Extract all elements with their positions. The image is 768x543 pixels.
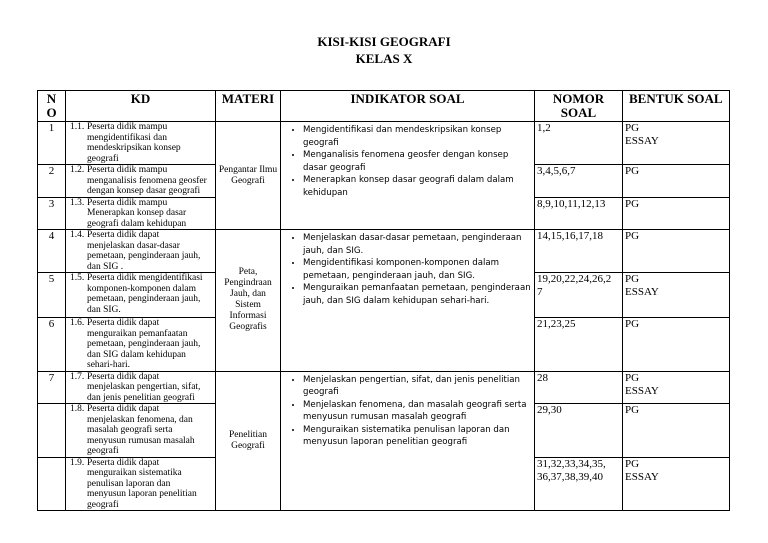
kd-text: Peserta didik dapat menjelaskan pengertian, sifat, dan jenis penelitian geografi bbox=[87, 371, 201, 403]
indikator-cell bbox=[281, 122, 535, 230]
row-number: 2 bbox=[38, 165, 66, 198]
kd-cell bbox=[66, 273, 216, 318]
indikator-item: • Menjelaskan fenomena, dan masalah geografi serta menyusun rumusan masalah geografi bbox=[303, 399, 532, 424]
indikator-list bbox=[285, 232, 532, 307]
materi-cell: Pengantar Ilmu Geografi bbox=[216, 122, 281, 230]
kd-cell bbox=[66, 197, 216, 230]
table-row bbox=[38, 230, 730, 273]
nomor-soal-cell: 1,2 bbox=[535, 122, 623, 165]
nomor-soal-cell: 28 bbox=[535, 371, 623, 404]
indikator-item: • Mengidentifikasi komponen-komponen dalam pemetaan, penginderaan jauh, dan SIG. bbox=[303, 257, 532, 282]
nomor-soal-cell: 21,23,25 bbox=[535, 318, 623, 372]
indikator-item: • Mengidentifikasi dan mendeskripsikan konsep geografi bbox=[303, 124, 532, 149]
kd-text: Peserta didik dapat menjelaskan dasar-dasar pemetaan, penginderaan jauh, dan SIG . bbox=[87, 230, 201, 272]
indikator-list bbox=[285, 124, 532, 199]
table-header-row bbox=[38, 91, 730, 122]
row-number: 7 bbox=[38, 371, 66, 404]
kd-text: Peserta didik mampu Menerapkan konsep dasar geografi dalam kehidupan bbox=[87, 197, 187, 229]
nomor-soal-cell: 3,4,5,6,7 bbox=[535, 165, 623, 198]
kd-number: 1.6. bbox=[70, 318, 85, 328]
document-title: KISI-KISI GEOGRAFI bbox=[317, 34, 451, 49]
kd-cell bbox=[66, 404, 216, 458]
kd-cell bbox=[66, 371, 216, 404]
kd-cell bbox=[66, 230, 216, 273]
bentuk-soal-cell: PG bbox=[623, 318, 730, 372]
bentuk-soal-cell: PG bbox=[623, 404, 730, 458]
indikator-cell bbox=[281, 230, 535, 372]
indikator-item: • Menguraikan sistematika penulisan laporan dan menyusun laporan penelitian geografi bbox=[303, 424, 532, 449]
nomor-soal-cell: 19,20,22,24,26,2 7 bbox=[535, 273, 623, 318]
kd-text: Peserta didik mengidentifikasi komponen-komponen dalam pemetaan, penginderaan jauh, dan SIG. bbox=[87, 273, 203, 315]
kd-cell bbox=[66, 457, 216, 511]
kd-number: 1.7. bbox=[70, 371, 85, 382]
kd-text: Peserta didik mampu menganalisis fenomena geosfer dengan konsep dasar geografi bbox=[87, 165, 207, 196]
nomor-soal-cell: 31,32,33,34,35, 36,37,38,39,40 bbox=[535, 457, 623, 511]
nomor-soal-cell: 29,30 bbox=[535, 404, 623, 458]
header-materi: MATERI bbox=[216, 91, 281, 122]
header-indikator: INDIKATOR SOAL bbox=[281, 91, 535, 122]
kd-text: Peserta didik mampu mengidentifikasi dan mendeskripsikan konsep geografi bbox=[87, 122, 181, 164]
header-no: N O bbox=[38, 91, 66, 122]
indikator-cell bbox=[281, 371, 535, 511]
header-nomor: NOMOR SOAL bbox=[535, 91, 623, 122]
table-row bbox=[38, 371, 730, 404]
bentuk-soal-cell: PG ESSAY bbox=[623, 122, 730, 165]
header-bentuk: BENTUK SOAL bbox=[623, 91, 730, 122]
bentuk-soal-cell: PG bbox=[623, 197, 730, 230]
row-number: 1 bbox=[38, 122, 66, 165]
document-subtitle: KELAS X bbox=[355, 51, 413, 66]
kd-text: Peserta didik dapat menjelaskan fenomena, dan masalah geografi serta menyusun rumusan masalah geografi bbox=[87, 404, 195, 456]
header-kd: KD bbox=[66, 91, 216, 122]
table-row bbox=[38, 122, 730, 165]
kd-cell bbox=[66, 318, 216, 372]
row-number bbox=[38, 404, 66, 458]
nomor-soal-cell: 14,15,16,17,18 bbox=[535, 230, 623, 273]
kd-number: 1.3. bbox=[70, 197, 85, 208]
kd-number: 1.5. bbox=[70, 273, 85, 283]
indikator-item: • Menerapkan konsep dasar geografi dalam dalam kehidupan bbox=[303, 174, 532, 199]
bentuk-soal-cell: PG ESSAY bbox=[623, 371, 730, 404]
kd-cell bbox=[66, 165, 216, 198]
row-number: 4 bbox=[38, 230, 66, 273]
bentuk-soal-cell: PG ESSAY bbox=[623, 273, 730, 318]
kd-number: 1.8. bbox=[70, 404, 85, 414]
kd-number: 1.9. bbox=[70, 457, 85, 468]
materi-cell: Penelitian Geografi bbox=[216, 371, 281, 511]
kd-number: 1.4. bbox=[70, 230, 85, 240]
indikator-item: • Menguraikan pemanfaatan pemetaan, penginderaan jauh, dan SIG dalam kehidupan sehari-hari. bbox=[303, 282, 532, 307]
indikator-list bbox=[285, 374, 532, 449]
nomor-soal-cell: 8,9,10,11,12,13 bbox=[535, 197, 623, 230]
row-number: 3 bbox=[38, 197, 66, 230]
indikator-item: • Menjelaskan dasar-dasar pemetaan, penginderaan jauh, dan SIG. bbox=[303, 232, 532, 257]
kd-text: Peserta didik dapat menguraikan sistematika penulisan laporan dan menyusun laporan penelitian geografi bbox=[87, 457, 197, 510]
materi-cell: Peta, Pengindraan Jauh, dan Sistem Informasi Geografis bbox=[216, 230, 281, 372]
bentuk-soal-cell: PG bbox=[623, 230, 730, 273]
row-number bbox=[38, 457, 66, 511]
kd-number: 1.1. bbox=[70, 122, 85, 132]
indikator-item: • Menjelaskan pengertian, sifat, dan jenis penelitian geografi bbox=[303, 374, 532, 399]
kisi-kisi-table bbox=[37, 90, 730, 511]
row-number: 5 bbox=[38, 273, 66, 318]
row-number: 6 bbox=[38, 318, 66, 372]
kd-text: Peserta didik dapat menguraikan pemanfaatan pemetaan, penginderaan jauh, dan SIG dalam kehidupan sehari-hari. bbox=[87, 318, 201, 370]
indikator-item: • Menganalisis fenomena geosfer dengan konsep dasar geografi bbox=[303, 149, 532, 174]
bentuk-soal-cell: PG bbox=[623, 165, 730, 198]
bentuk-soal-cell: PG ESSAY bbox=[623, 457, 730, 511]
kd-number: 1.2. bbox=[70, 165, 85, 175]
kd-cell bbox=[66, 122, 216, 165]
